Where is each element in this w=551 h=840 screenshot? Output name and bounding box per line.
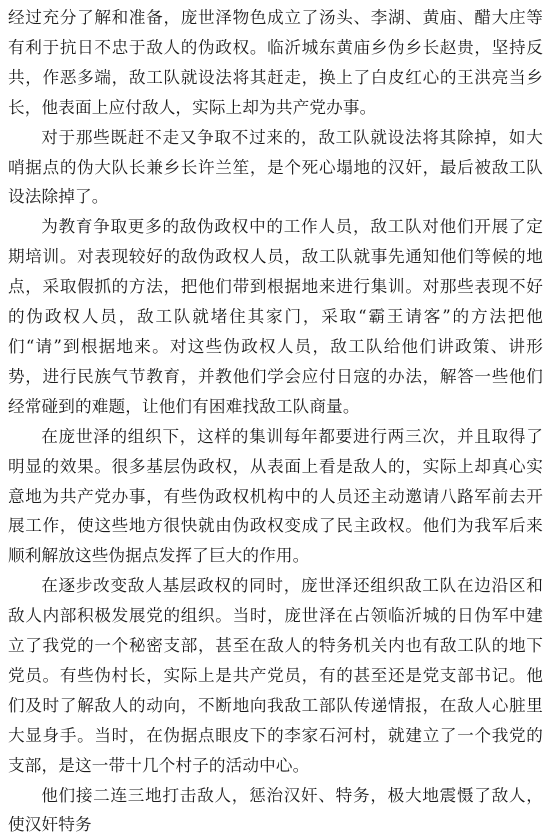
- paragraph-6: 他们接二连三地打击敌人，惩治汉奸、特务，极大地震慑了敌人，使汉奸特务: [8, 785, 543, 835]
- paragraph-4: 在庞世泽的组织下，这样的集训每年都要进行两三次，并且取得了明显的效果。很多基层伪政权，从表面上看是敌人的，实际上却真心实意地为共产党办事，有些伪政权机构中的人员还主动邀请八路军前去开展工作，使这些地方很快就由伪政权变成了民主政权。他们为我军后来顺利解放这些伪据点发挥了巨大的作用。: [8, 426, 543, 566]
- paragraph-3: 为教育争取更多的敌伪政权中的工作人员，敌工队对他们开展了定期培训。对表现较好的敌伪政权人员，敌工队就事先通知他们等候的地点，采取假抓的方法，把他们带到根据地来进行集训。对那些表现不好的伪政权人员，敌工队就堵住其家门，采取“霸王请客”的方法把他们“请”到根据地来。对这些伪政权人员，敌工队给他们讲政策、讲形势，进行民族气节教育，并教他们学会应付日寇的办法，解答一些他们经常碰到的难题，让他们有困难找敌工队商量。: [8, 217, 543, 416]
- paragraph-2: 对于那些既赶不走又争取不过来的，敌工队就设法将其除掉，如大哨据点的伪大队长兼乡长许兰笙，是个死心塌地的汉奸，最后被敌工队设法除掉了。: [8, 127, 543, 207]
- paragraph-1: 经过充分了解和准备，庞世泽物色成立了汤头、李湖、黄庙、醋大庄等有利于抗日不忠于敌人的伪政权。临沂城东黄庙乡伪乡长赵贵，坚持反共，作恶多端，敌工队就设法将其赶走，换上了白皮红心的王洪亮当乡长，他表面上应付敌人，实际上却为共产党办事。: [8, 8, 543, 117]
- paragraph-5: 在逐步改变敌人基层政权的同时，庞世泽还组织敌工队在边沿区和敌人内部积极发展党的组织。当时，庞世泽在占领临沂城的日伪军中建立了我党的一个秘密支部，甚至在敌人的特务机关内也有敌工队的地下党员。有些伪村长，实际上是共产党员，有的甚至还是党支部书记。他们及时了解敌人的动向，不断地向我敌工部队传递情报，在敌人心脏里大显身手。当时，在伪据点眼皮下的李家石河村，就建立了一个我党的支部，是这一带十几个村子的活动中心。: [8, 576, 543, 775]
